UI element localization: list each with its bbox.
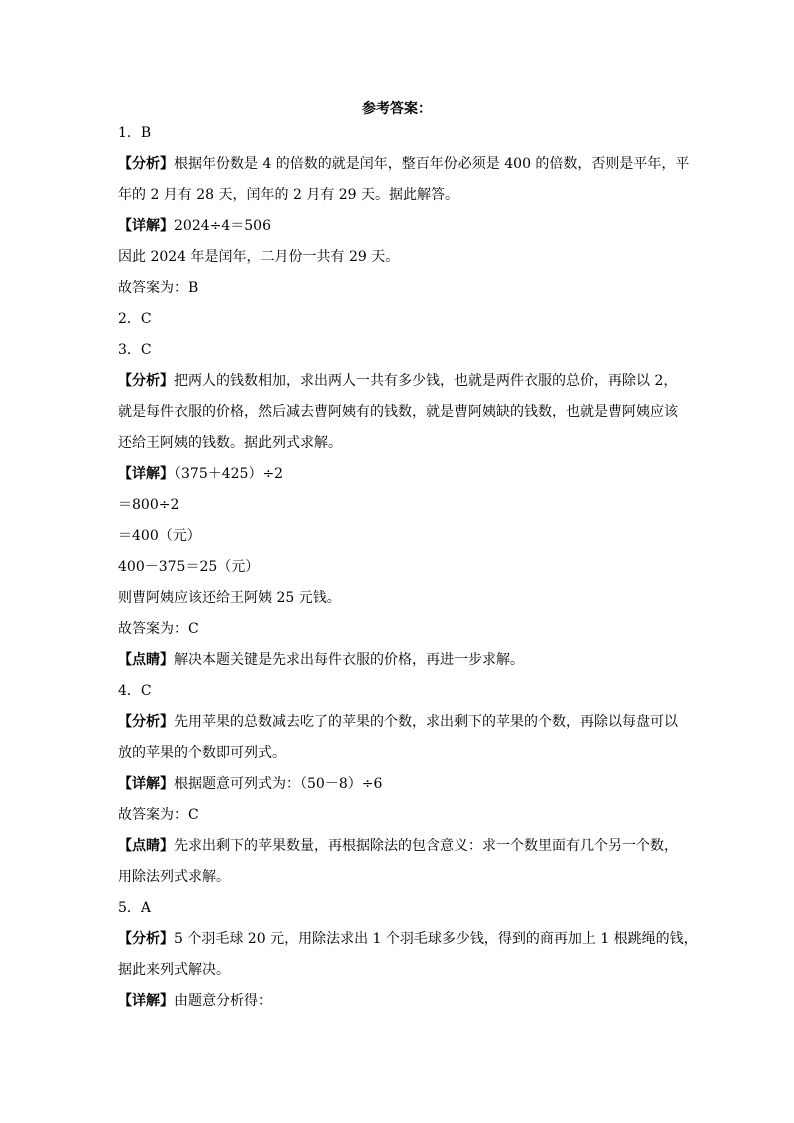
section-tag: 【分析】 — [118, 931, 174, 947]
text-line — [118, 929, 698, 960]
page-title: 参考答案： — [362, 101, 432, 117]
line-text: 故答案为：C — [118, 621, 199, 637]
line-text: 由题意分析得： — [174, 993, 272, 1009]
line-text: 故答案为：C — [118, 807, 199, 823]
text-line — [118, 836, 678, 867]
line-text: 因此 2024 年是闰年，二月份一共有 29 天。 — [118, 249, 400, 265]
text-line — [118, 743, 678, 774]
text-line — [118, 619, 678, 650]
text-line — [118, 309, 678, 340]
section-tag: 【详解】 — [118, 993, 174, 1009]
text-line — [118, 154, 690, 185]
line-text: 3．C — [118, 342, 152, 358]
text-line — [118, 185, 678, 216]
text-line — [118, 557, 678, 588]
line-text: 还给王阿姨的钱数。据此列式求解。 — [118, 435, 342, 451]
text-line — [118, 247, 678, 278]
text-line — [118, 960, 678, 991]
text-line — [118, 464, 678, 495]
line-text: 先求出剩下的苹果数量，再根据除法的包含意义：求一个数里面有几个另一个数， — [174, 838, 678, 854]
text-line — [118, 650, 678, 681]
text-line — [118, 526, 678, 557]
text-line — [118, 278, 678, 309]
line-text: ＝800÷2 — [118, 497, 180, 513]
line-text: 故答案为：B — [118, 280, 199, 296]
line-text: 根据年份数是 4 的倍数的就是闰年，整百年份必须是 400 的倍数，否则是平年，平 — [174, 156, 690, 172]
line-text: 就是每件衣服的价格，然后减去曹阿姨有的钱数，就是曹阿姨缺的钱数，也就是曹阿姨应该 — [118, 404, 678, 420]
text-line — [118, 216, 678, 247]
line-text: 则曹阿姨应该还给王阿姨 25 元钱。 — [118, 590, 341, 606]
line-text: 把两人的钱数相加，求出两人一共有多少钱，也就是两件衣服的总价，再除以 2， — [174, 373, 678, 389]
line-text: （375＋425）÷2 — [174, 466, 284, 482]
text-line — [118, 712, 678, 743]
line-text: 用除法列式求解。 — [118, 869, 230, 885]
line-text: 据此来列式解决。 — [118, 962, 230, 978]
text-line — [118, 774, 678, 805]
text-line — [118, 991, 678, 1022]
line-text: 400－375＝25（元） — [118, 559, 260, 575]
section-tag: 【点睛】 — [118, 838, 174, 854]
section-tag: 【详解】 — [118, 218, 174, 234]
text-line — [118, 495, 678, 526]
line-text: 根据题意可列式为：（50－8）÷6 — [174, 776, 383, 792]
line-text: 2024÷4＝506 — [174, 218, 271, 234]
line-text: 年的 2 月有 28 天，闰年的 2 月有 29 天。据此解答。 — [118, 187, 460, 203]
text-line — [118, 123, 678, 154]
text-line — [118, 588, 678, 619]
text-line — [118, 402, 678, 433]
section-tag: 【点睛】 — [118, 652, 174, 668]
line-text: ＝400（元） — [118, 528, 201, 544]
section-tag: 【详解】 — [118, 466, 174, 482]
section-tag: 【分析】 — [118, 156, 174, 172]
text-line — [118, 371, 678, 402]
answer-content — [118, 123, 698, 1022]
text-line — [118, 340, 678, 371]
line-text: 解决本题关键是先求出每件衣服的价格，再进一步求解。 — [174, 652, 524, 668]
line-text: 先用苹果的总数减去吃了的苹果的个数，求出剩下的苹果的个数，再除以每盘可以 — [174, 714, 678, 730]
line-text: 4．C — [118, 683, 152, 699]
text-line — [118, 867, 678, 898]
text-line — [118, 898, 678, 929]
text-line — [118, 433, 678, 464]
text-line — [118, 681, 678, 712]
line-text: 5．A — [118, 900, 152, 916]
section-tag: 【分析】 — [118, 373, 174, 389]
line-text: 5 个羽毛球 20 元，用除法求出 1 个羽毛球多少钱，得到的商再加上 1 根跳绳的钱， — [174, 931, 698, 947]
line-text: 放的苹果的个数即可列式。 — [118, 745, 286, 761]
line-text: 1．B — [118, 125, 152, 141]
section-tag: 【分析】 — [118, 714, 174, 730]
section-tag: 【详解】 — [118, 776, 174, 792]
text-line — [118, 805, 678, 836]
line-text: 2．C — [118, 311, 152, 327]
